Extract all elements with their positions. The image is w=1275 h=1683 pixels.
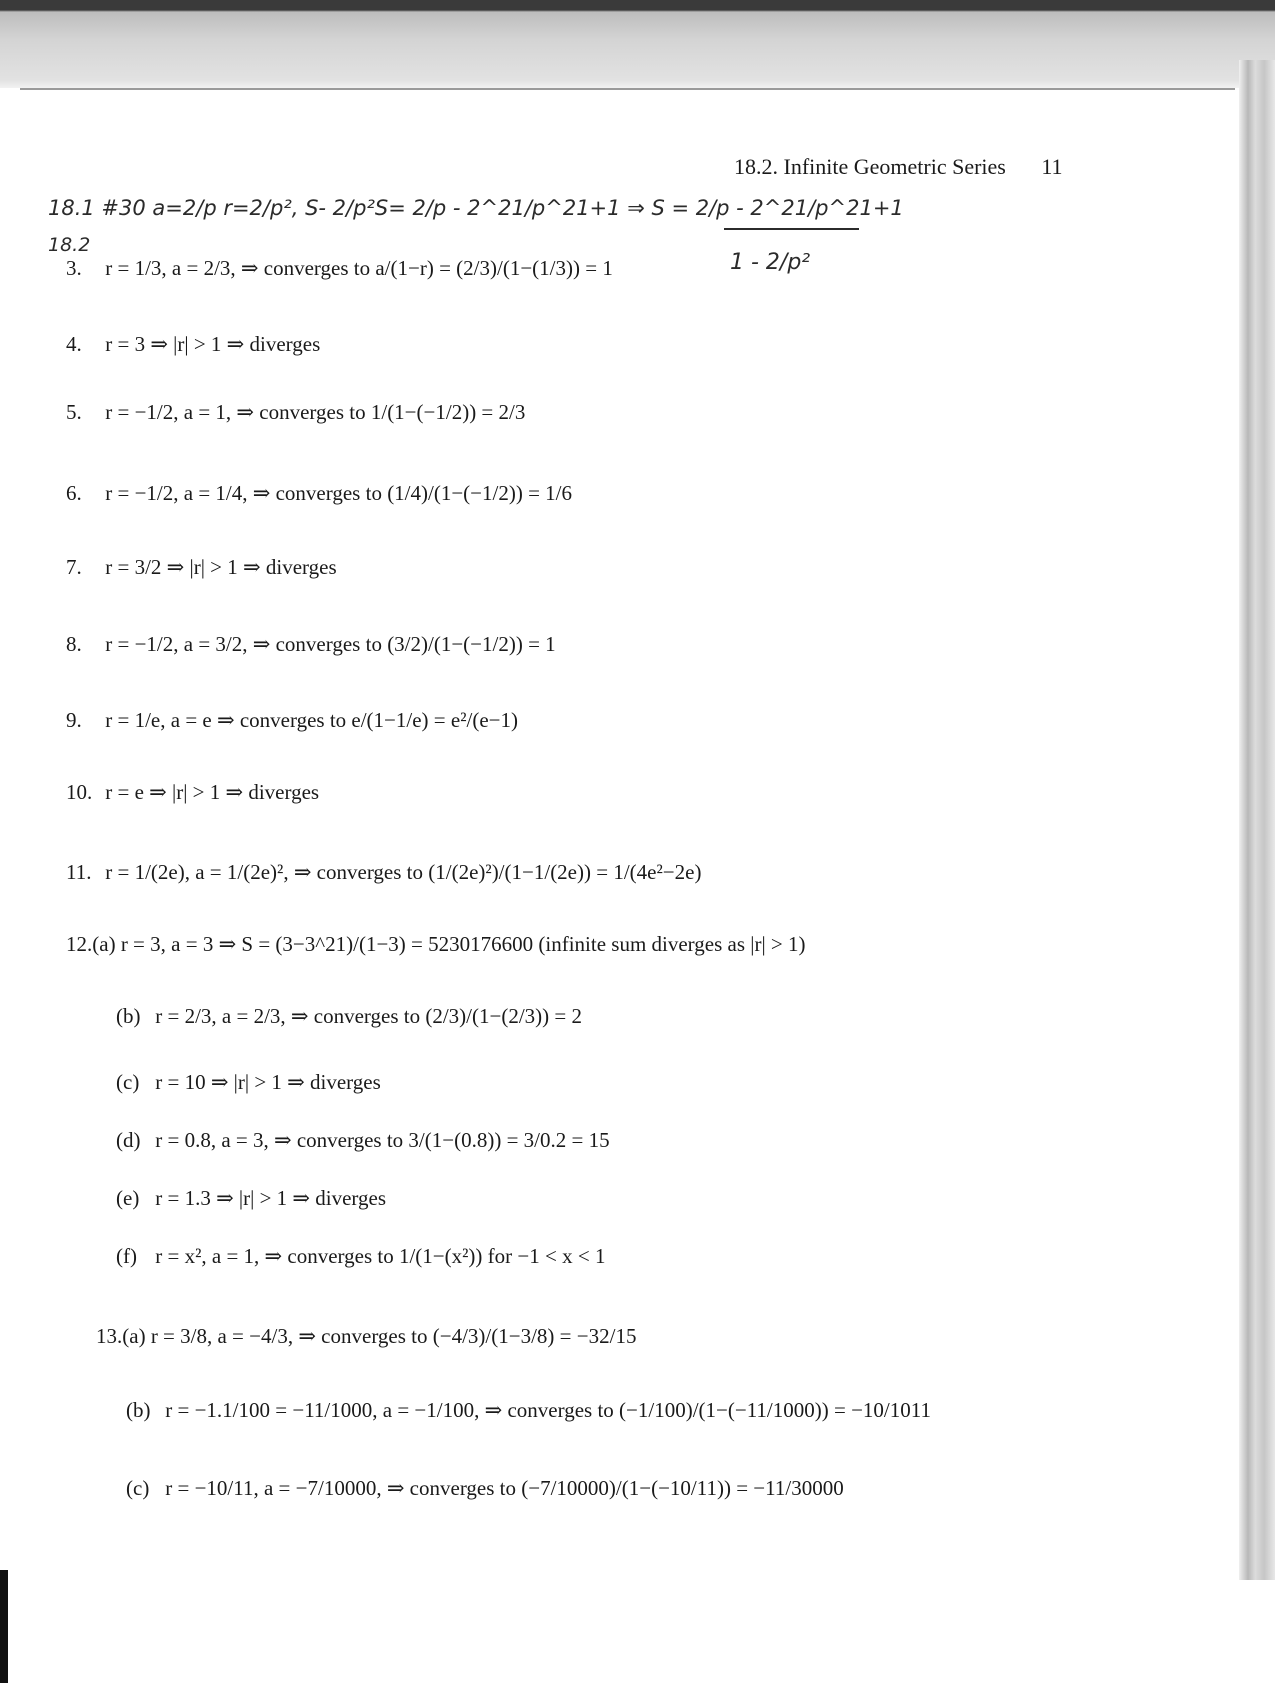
problem-label: (b): [126, 1398, 151, 1422]
problem-12d: [116, 1128, 610, 1153]
problem-text: r = 1/e, a = e ⇒ converges to e/(1−1/e) = e²/(e−1): [105, 708, 518, 732]
problem-label: 5.: [66, 400, 82, 424]
problem-12c: [116, 1070, 381, 1095]
problem-text: r = e ⇒ |r| > 1 ⇒ diverges: [105, 780, 320, 804]
problem-10: [66, 780, 319, 805]
problem-label: 10.: [66, 780, 93, 804]
problem-13a: [96, 1324, 636, 1349]
problem-text: r = 3/2 ⇒ |r| > 1 ⇒ diverges: [105, 555, 337, 579]
problem-8: [66, 632, 556, 657]
problem-label: 9.: [66, 708, 82, 732]
problem-label: (e): [116, 1186, 140, 1210]
problem-12e: [116, 1186, 386, 1211]
problem-6: [66, 481, 572, 506]
problem-9: [66, 708, 518, 733]
page-edge: [20, 88, 1235, 90]
problem-text: r = −1/2, a = 1/4, ⇒ converges to (1/4)/(1−(−1/2)) = 1/6: [105, 481, 573, 505]
problem-text: r = −1.1/100 = −11/1000, a = −1/100, ⇒ converges to (−1/100)/(1−(−11/1000)) = −10/1011: [165, 1398, 931, 1422]
problem-label: (c): [116, 1070, 140, 1094]
problem-label: (b): [116, 1004, 141, 1028]
problem-label: 4.: [66, 332, 82, 356]
problem-3: [66, 256, 613, 281]
problem-text: r = 3/8, a = −4/3, ⇒ converges to (−4/3)/(1−3/8) = −32/15: [150, 1324, 637, 1348]
page-number: 11: [1041, 154, 1063, 179]
problem-label: 11.: [66, 860, 92, 884]
problem-label: 7.: [66, 555, 82, 579]
problem-label: (f): [116, 1244, 137, 1268]
problem-13c: [126, 1476, 844, 1501]
problem-text: r = x², a = 1, ⇒ converges to 1/(1−(x²)) for −1 < x < 1: [155, 1244, 606, 1268]
problem-7: [66, 555, 337, 580]
section-number: 18.2.: [734, 154, 778, 179]
scan-shadow-left: [0, 1570, 8, 1683]
handwritten-note-18-1: 18.1 #30 a=2/p r=2/p², S- 2/p²S= 2/p - 2^21/p^21+1 ⇒ S = 2/p - 2^21/p^21+1: [48, 196, 904, 220]
problem-label: (d): [116, 1128, 141, 1152]
scan-shadow-top: [0, 0, 1275, 88]
problem-text: r = 3, a = 3 ⇒ S = (3−3^21)/(1−3) = 5230176600 (infinite sum diverges as |r| > 1): [120, 932, 806, 956]
problem-text: r = −10/11, a = −7/10000, ⇒ converges to (−7/10000)/(1−(−10/11)) = −11/30000: [165, 1476, 844, 1500]
handwritten-fraction-bar: [724, 228, 859, 230]
problem-12f: [116, 1244, 605, 1269]
problem-text: r = −1/2, a = 1, ⇒ converges to 1/(1−(−1/2)) = 2/3: [105, 400, 526, 424]
handwritten-denominator: 1 - 2/p²: [730, 250, 811, 275]
problem-text: r = −1/2, a = 3/2, ⇒ converges to (3/2)/(1−(−1/2)) = 1: [105, 632, 556, 656]
problem-label: 3.: [66, 256, 82, 280]
problem-11: [66, 860, 701, 885]
problem-text: r = 3 ⇒ |r| > 1 ⇒ diverges: [105, 332, 321, 356]
problem-label: 8.: [66, 632, 82, 656]
problem-12a: [66, 932, 806, 957]
problem-text: r = 1.3 ⇒ |r| > 1 ⇒ diverges: [155, 1186, 387, 1210]
handwritten-note-18-2: 18.2: [48, 234, 91, 256]
section-title: Infinite Geometric Series: [783, 154, 1006, 179]
problem-4: [66, 332, 320, 357]
problem-13b: [126, 1398, 931, 1423]
problem-text: r = 10 ⇒ |r| > 1 ⇒ diverges: [155, 1070, 381, 1094]
scan-shadow-right: [1239, 60, 1275, 1580]
problem-text: r = 2/3, a = 2/3, ⇒ converges to (2/3)/(1−(2/3)) = 2: [155, 1004, 582, 1028]
problem-5: [66, 400, 525, 425]
problem-label: 13.(a): [96, 1324, 146, 1348]
problem-text: r = 1/(2e), a = 1/(2e)², ⇒ converges to (1/(2e)²)/(1−1/(2e)) = 1/(4e²−2e): [105, 860, 702, 884]
problem-label: 6.: [66, 481, 82, 505]
page-header: [734, 154, 1063, 180]
problem-label: 12.(a): [66, 932, 116, 956]
problem-label: (c): [126, 1476, 150, 1500]
problem-text: r = 1/3, a = 2/3, ⇒ converges to a/(1−r) = (2/3)/(1−(1/3)) = 1: [105, 256, 613, 280]
problem-text: r = 0.8, a = 3, ⇒ converges to 3/(1−(0.8)) = 3/0.2 = 15: [155, 1128, 610, 1152]
problem-12b: [116, 1004, 582, 1029]
